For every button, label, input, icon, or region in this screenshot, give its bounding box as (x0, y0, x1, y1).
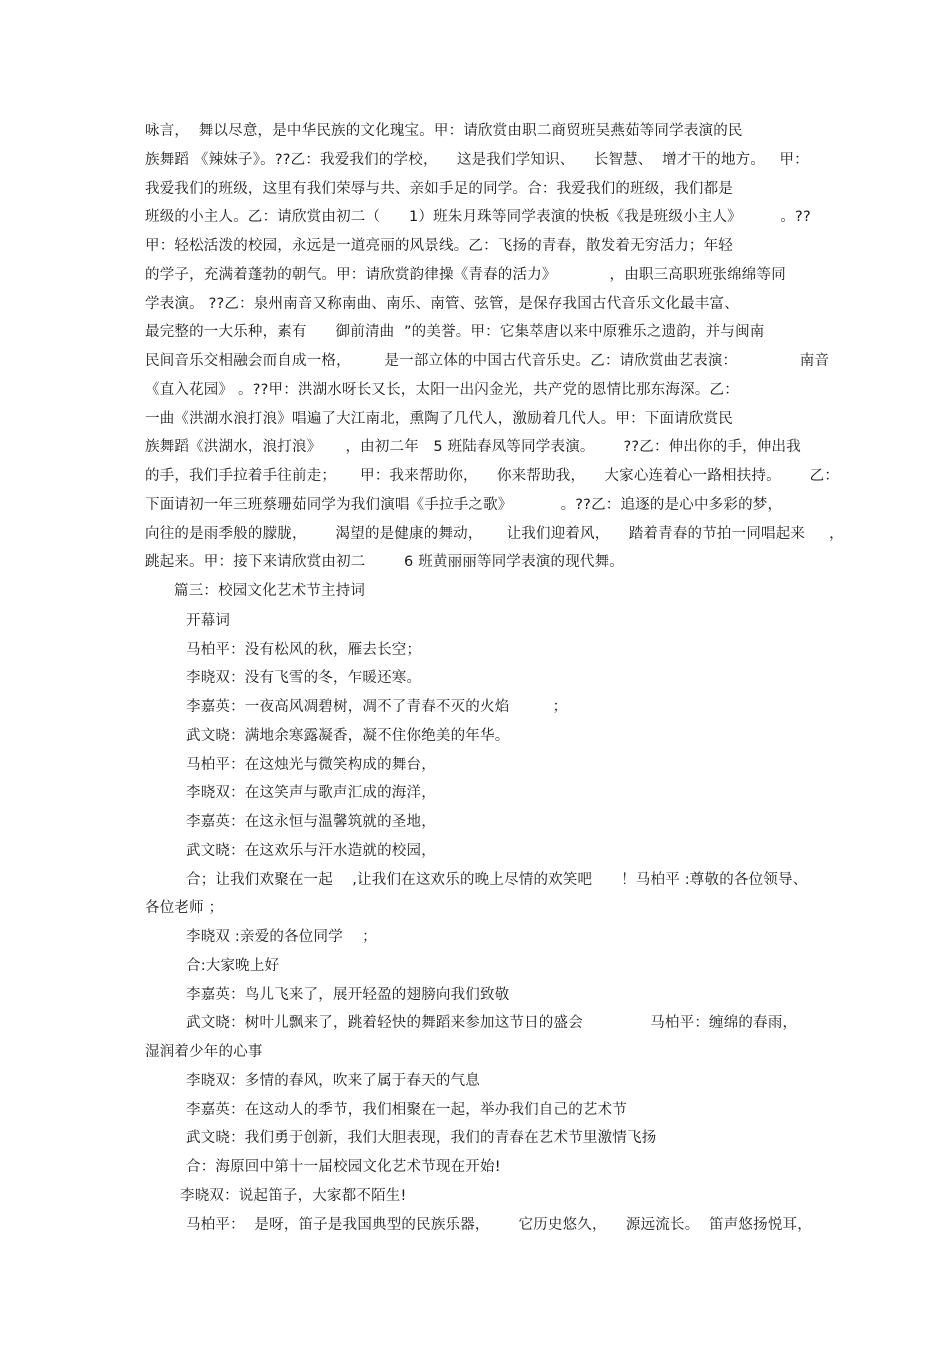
body-line: 学表演。 ??乙：泉州南音又称南曲、南乐、南管、弦管，是保存我国古代音乐文化最丰富、 (145, 296, 739, 312)
script-line: 李晓双：没有飞雪的冬，乍暖还寒。 (186, 670, 422, 686)
body-line: 《直入花园》 。??甲：洪湖水呀长又长，太阳一出闪金光，共产党的恩情比那东海深。乙： (145, 382, 739, 398)
script-line: 李嘉英：在这永恒与温馨筑就的圣地， (186, 814, 436, 830)
script-line: 合；让我们欢聚在一起 ,让我们在这欢乐的晚上尽情的欢笑吧 ！马柏平 :尊敬的各位领导、 (186, 872, 808, 888)
script-line: 合:大家晚上好 (186, 958, 280, 974)
body-line: 咏言， 舞以尽意，是中华民族的文化瑰宝。甲：请欣赏由职二商贸班吴燕茹等同学表演的民 (145, 123, 743, 139)
script-line: 马柏平： 是呀，笛子是我国典型的民族乐器， 它历史悠久， 源远流长。 笛声悠扬悦耳， (186, 1217, 812, 1233)
script-line: 武文晓：在这欢乐与汗水造就的校园， (186, 843, 436, 859)
opening-speech-label: 开幕词 (186, 613, 231, 629)
body-line: 向往的是雨季般的朦胧， 渴望的是健康的舞动， 让我们迎着风， 踏着青春的节拍一同唱起来 ， (145, 526, 844, 542)
script-line: 李嘉英：在这动人的季节，我们相聚在一起，举办我们自己的艺术节 (186, 1102, 627, 1118)
body-line: 跳起来。甲：接下来请欣赏由初二 6 班黄丽丽等同学表演的现代舞。 (145, 554, 625, 570)
script-line: 武文晓：我们勇于创新，我们大胆表现，我们的青春在艺术节里激情飞扬 (186, 1130, 657, 1146)
script-line: 李嘉英：鸟儿飞来了，展开轻盈的翅膀向我们致敬 (186, 987, 510, 1003)
body-line: 下面请初一年三班蔡珊茹同学为我们演唱《手拉手之歌》 。??乙：追逐的是心中多彩的梦， (145, 497, 783, 513)
body-line: 一曲《洪湖水浪打浪》唱遍了大江南北，熏陶了几代人，激励着几代人。甲：下面请欣赏民 (145, 411, 733, 427)
script-line: 马柏平：没有松风的秋，雁去长空； (186, 642, 422, 658)
body-line: 族舞蹈 《辣妹子》。??乙：我爱我们的学校， 这是我们学知识、 长智慧、 增才干的地方。 甲： (145, 152, 809, 168)
script-line: 李晓双 :亲爱的各位同学 ； (186, 929, 377, 945)
script-line: 李晓双：在这笑声与歌声汇成的海洋， (186, 785, 436, 801)
script-line: 武文晓：满地余寒露凝香，凝不住你绝美的年华。 (186, 728, 510, 744)
script-line: 李晓双：说起笛子，大家都不陌生! (180, 1188, 407, 1204)
body-line: 班级的小主人。乙：请欣赏由初二（ 1）班朱月珠等同学表演的快板《我是班级小主人》 。?? (145, 209, 811, 225)
script-line: 马柏平：在这烛光与微笑构成的舞台， (186, 757, 436, 773)
script-line: 各位老师 ； (145, 900, 224, 916)
script-line: 李晓双：多情的春风，吹来了属于春天的气息 (186, 1073, 480, 1089)
body-line: 民间音乐交相融会而自成一格， 是一部立体的中国古代音乐史。乙：请欣赏曲艺表演： 南音 (145, 353, 830, 369)
section-title: 篇三：校园文化艺术节主持词 (174, 583, 366, 599)
body-line: 最完整的一大乐种，素有 御前清曲 ”的美誉。甲：它集萃唐以来中原雅乐之遗韵，并与闽南 (145, 324, 765, 340)
body-line: 的学子，充满着蓬勃的朝气。甲：请欣赏韵律操《青春的活力》 ，由职三高职班张绵绵等同 (145, 267, 786, 283)
script-line: 李嘉英：一夜高风凋碧树，凋不了青春不灭的火焰 ； (186, 699, 568, 715)
body-line: 族舞蹈《洪湖水，浪打浪》 ，由初二年 5 班陆春凤等同学表演。 ??乙：伸出你的手，伸出我 (145, 439, 801, 455)
script-line: 湿润着少年的心事 (145, 1044, 263, 1060)
body-line: 甲：轻松活泼的校园，永远是一道亮丽的风景线。乙：飞扬的青春，散发着无穷活力；年轻 (145, 238, 733, 254)
script-line: 合：海原回中第十一届校园文化艺术节现在开始! (186, 1159, 501, 1175)
body-line: 我爱我们的班级，这里有我们荣辱与共、亲如手足的同学。合：我爱我们的班级，我们都是 (145, 181, 733, 197)
body-line: 的手，我们手拉着手往前走； 甲：我来帮助你， 你来帮助我， 大家心连着心一路相扶持。 乙： (145, 468, 840, 484)
script-line: 武文晓：树叶儿飘来了，跳着轻快的舞蹈来参加这节日的盛会 马柏平：缠绵的春雨， (186, 1015, 798, 1031)
